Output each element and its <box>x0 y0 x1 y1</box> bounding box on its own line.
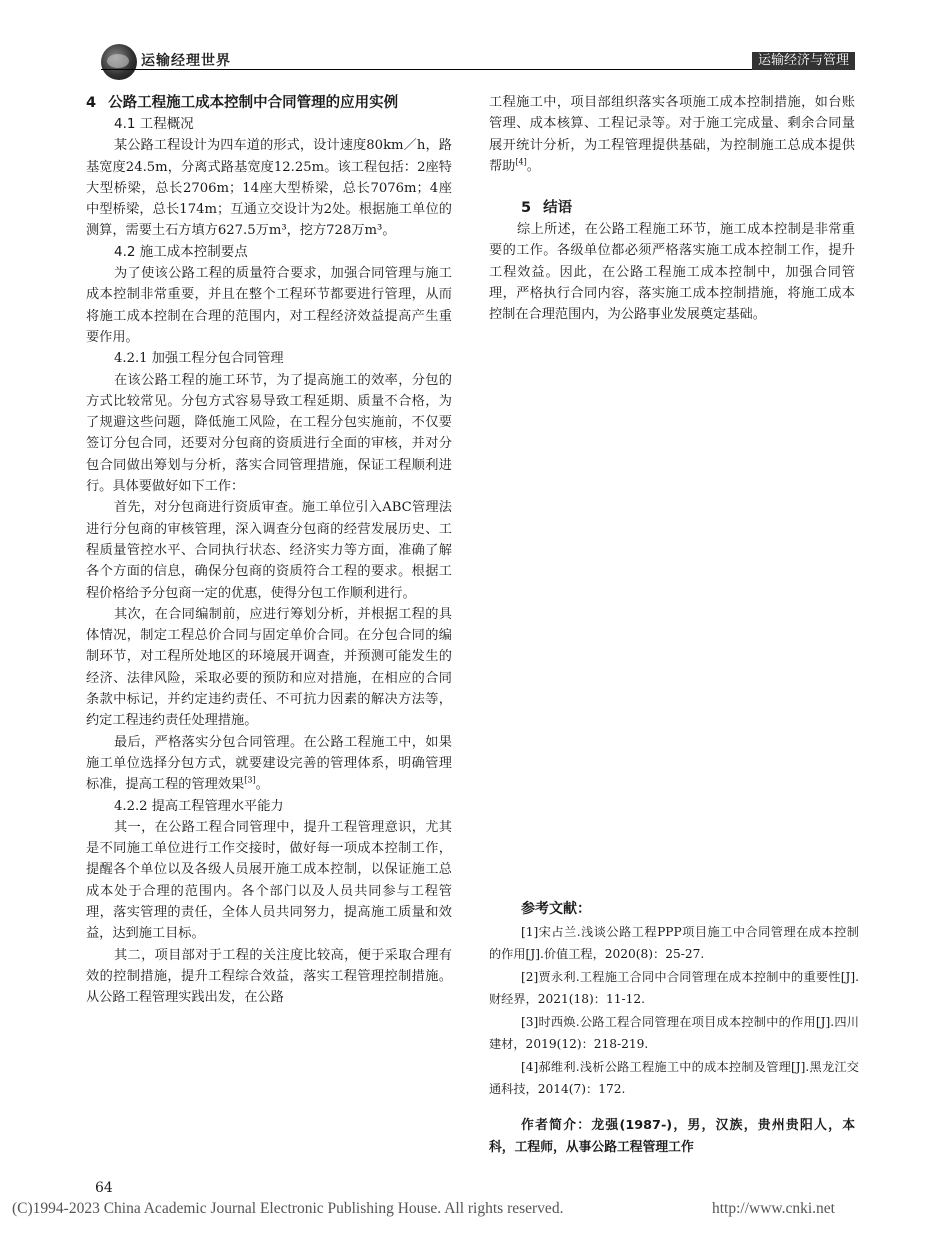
section-5-title: 结语 <box>543 200 573 217</box>
subsection-4-1-heading: 4.1 工程概况 <box>114 116 194 132</box>
reference-item: [1]宋占兰.浅谈公路工程PPP项目施工中合同管理在成本控制的作用[J].价值工程，2020(8)：25-27. <box>489 924 859 961</box>
subsection-4-2-1-heading: 4.2.1 加强工程分包合同管理 <box>114 351 284 367</box>
section-5-number: 5 <box>521 200 532 217</box>
paragraph-subcontract-intro: 在该公路工程的施工环节，为了提高施工的效率，分包的方式比较常见。分包方式容易导致工程延期、质量不合格，为了规避这些问题，降低施工风险，在工程分包实施前，不仅要签订分包合同，还要对分包商的资质进行全面的审核，并对分包合同做出筹划与分析，落实合同管理措施，保证工程顺利进行。具体要做好如下工作： <box>86 372 452 495</box>
header-rule <box>101 69 855 70</box>
references-title: 参考文献： <box>521 901 591 917</box>
paragraph-continued <box>489 92 855 177</box>
page-number: 64 <box>95 1180 113 1196</box>
subsection-4-2-heading: 4.2 施工成本控制要点 <box>114 243 248 260</box>
citation-4: [4] <box>515 157 527 167</box>
paragraph-last <box>86 732 452 796</box>
paragraph-one: 其一，在公路工程合同管理中，提升工程管理意识，尤其是不同施工单位进行工作交接时，做好每一项成本控制工作，提醒各个单位以及各级人员展开施工成本控制，以保证施工总成本处于合理的范围内。各个部门以及人员共同参与工程管理，落实管理的责任，全体人员共同努力，提高施工质量和效益，达到施工目标。 <box>86 819 452 942</box>
references <box>489 898 859 1101</box>
paragraph-first: 首先，对分包商进行资质审查。施工单位引入ABC管理法进行分包商的审核管理，深入调查分包商的经营发展历史、工程质量管控水平、合同执行状态、经济实力等方面，准确了解各个方面的信息，确保分包商的资质符合工程的要求。根据工程价格给予分包商一定的优惠，使得分包工作顺利进行。 <box>86 500 452 601</box>
paragraph-last-text: 最后，严格落实分包合同管理。在公路工程施工中，如果施工单位选择分包方式，就要建设完善的管理体系，明确管理标准，提高工程的管理效果 <box>86 734 452 793</box>
paragraph-two: 其二，项目部对于工程的关注度比较高，便于采取合理有效的控制措施，提升工程综合效益，落实工程管理控制措施。从公路工程管理实践出发，在公路 <box>86 947 452 1006</box>
paragraph-conclusion: 综上所述，在公路工程施工环节，施工成本控制是非常重要的工作。各级单位都必须严格落实施工成本控制工作，提升工程效益。因此，在公路工程施工成本控制中，加强合同管理，严格执行合同内容，落实施工成本控制措施，将施工成本控制在合理范围内，为公路事业发展奠定基础。 <box>489 222 855 323</box>
left-column <box>86 92 452 1008</box>
section-4-heading <box>86 92 452 114</box>
paragraph-continued-end: 。 <box>526 158 540 174</box>
copyright-footer: (C)1994-2023 China Academic Journal Electronic Publishing House. All rights reserved. <box>12 1200 564 1217</box>
paragraph-last-end: 。 <box>255 777 269 793</box>
footer-url-link[interactable]: http://www.cnki.net <box>712 1200 835 1217</box>
paragraph-second: 其次，在合同编制前，应进行筹划分析，并根据工程的具体情况，制定工程总价合同与固定单价合同。在分包合同的编制环节，对工程所处地区的环境展开调查，并预测可能发生的经济、法律风险，采取必要的预防和应对措施，在相应的合同条款中标记，并约定违约责任、不可抗力因素的解决方法等，约定工程违约责任处理措施。 <box>86 606 452 729</box>
section-4-number: 4 <box>86 95 97 111</box>
paragraph-control-points: 为了使该公路工程的质量符合要求，加强合同管理与施工成本控制非常重要，并且在整个工程环节都要进行管理，从而将施工成本控制在合理的范围内，对工程经济效益提高产生重要作用。 <box>86 266 452 345</box>
section-badge: 运输经济与管理 <box>752 52 855 70</box>
reference-item: [3]时西焕.公路工程合同管理在项目成本控制中的作用[J].四川建材，2019(12)：218-219. <box>489 1014 859 1051</box>
right-column <box>489 92 855 326</box>
journal-logo-icon <box>101 44 137 80</box>
citation-3: [3] <box>244 775 256 785</box>
section-5-heading <box>521 197 855 219</box>
paragraph-project-overview: 某公路工程设计为四车道的形式，设计速度80km／h，路基宽度24.5m，分离式路基宽度12.25m。该工程包括：2座特大型桥梁，总长2706m；14座大型桥梁，总长7076m；4座中型桥梁，总长174m；互通立交设计为2处。根据施工单位的测算，需要土石方填方627.5万m³，挖方728万m³。 <box>86 138 452 239</box>
subsection-4-2-2-heading: 4.2.2 提高工程管理水平能力 <box>114 798 284 814</box>
author-bio: 作者简介：龙强(1987-)，男，汉族，贵州贵阳人，本科，工程师，从事公路工程管理工作 <box>489 1118 855 1155</box>
section-4-title: 公路工程施工成本控制中合同管理的应用实例 <box>108 95 399 111</box>
journal-name: 运输经理世界 <box>141 53 231 69</box>
reference-item: [4]郝维利.浅析公路工程施工中的成本控制及管理[J].黑龙江交通科技，2014(7)：172. <box>489 1059 859 1096</box>
paragraph-continued-text: 工程施工中，项目部组织落实各项施工成本控制措施，如台账管理、成本核算、工程记录等。对于施工完成量、剩余合同量展开统计分析，为工程管理提供基础，为控制施工总成本提供帮助 <box>489 95 855 174</box>
reference-item: [2]贾永利.工程施工合同中合同管理在成本控制中的重要性[J].财经界，2021(18)：11-12. <box>489 969 859 1006</box>
